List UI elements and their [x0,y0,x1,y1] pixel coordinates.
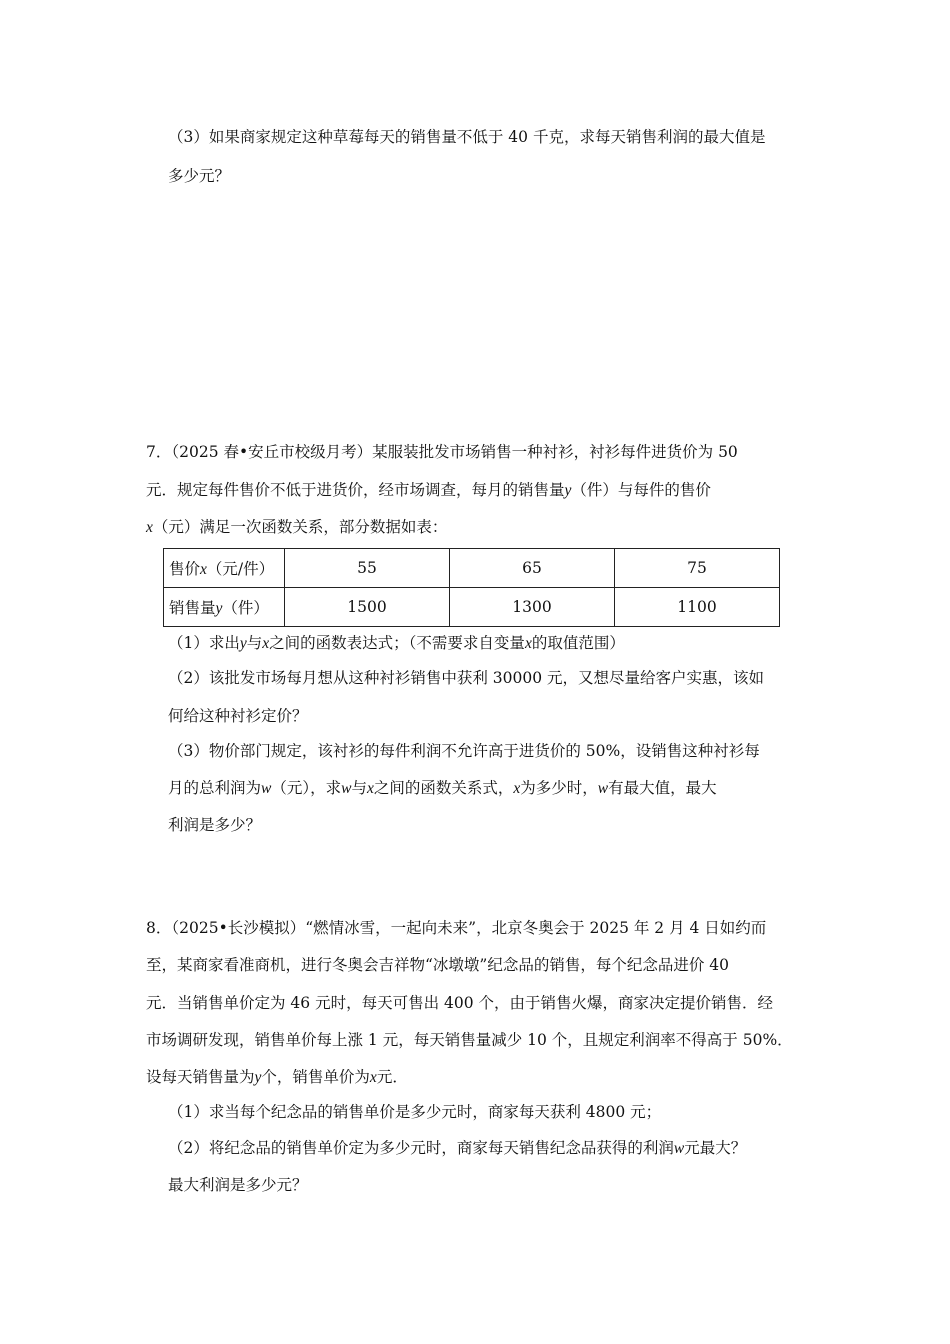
row-header-price: 售价x（元/件） [164,549,285,588]
table-cell: 1500 [285,588,450,627]
q7-line3 [146,517,447,538]
table-row-price [164,549,780,588]
q6-part3-line1: （3）如果商家规定这种草莓每天的销售量不低于 40 千克，求每天销售利润的最大值是 [168,128,766,146]
q8-line4: 市场调研发现，销售单价每上涨 1 元，每天销售量减少 10 个，且规定利润率不得高于 50%． [146,1031,793,1049]
var-x: x [146,519,153,536]
row-header-sales: 销售量y（件） [164,588,285,627]
q8-line1: 8．（2025•长沙模拟）“燃情冰雪，一起向未来”，北京冬奥会于 2025 年 2 月 4 日如约而 [146,919,767,937]
q8-line5: 设每天销售量为y个，销售单价为x元． [146,1068,408,1086]
q7-line2-text-end: （件）与每件的售价 [571,481,711,499]
q7-line2 [146,480,711,501]
q7-line1 [146,442,738,462]
q7-line3-text: （元）满足一次函数关系，部分数据如表： [152,518,448,536]
table-cell: 55 [285,549,450,588]
q7-number: 7． [146,443,172,461]
q8-part2-line2: 最大利润是多少元？ [168,1176,308,1194]
q7-part2-line1: （2）该批发市场每月想从这种衬衫销售中获利 30000 元，又想尽量给客户实惠，该如 [168,669,765,687]
q6-part3-line2: 多少元？ [168,167,231,185]
q7-part2-line2: 何给这种衬衫定价？ [168,707,308,725]
q7-part3-line2: 月的总利润为w（元），求w与x之间的函数关系式，x为多少时，w有最大值，最大 [168,779,717,797]
q7-part3-line3: 利润是多少？ [168,816,262,834]
q8-line3: 元．当销售单价定为 46 元时，每天可售出 400 个，由于销售火爆，商家决定提价销售．经 [146,994,774,1012]
var-y: y [564,482,572,499]
q8-part1: （1）求当每个纪念品的销售单价是多少元时，商家每天获利 4800 元； [168,1103,662,1121]
q8-part2-line1: （2）将纪念品的销售单价定为多少元时，商家每天销售纪念品获得的利润w元最大？ [168,1139,747,1157]
q7-source-text: （2025 春•安丘市校级月考）某服装批发市场销售一种衬衫，衬衫每件进货价为 50 [171,443,738,461]
q7-part3-line1: （3）物价部门规定，该衬衫的每件利润不允许高于进货价的 50%，设销售这种衬衫每 [168,742,760,760]
q8-number: 8． [146,919,172,937]
q7-line2-text: 元．规定每件售价不低于进货价，经市场调查，每月的销售量 [146,481,565,499]
table-cell: 1300 [450,588,615,627]
q8-line2: 至，某商家看准商机，进行冬奥会吉祥物“冰墩墩”纪念品的销售，每个纪念品进价 40 [146,956,730,974]
table-cell: 1100 [615,588,780,627]
table-cell: 65 [450,549,615,588]
table-row-sales [164,588,780,627]
price-sales-table [163,548,780,627]
q7-part1: （1）求出y与x之间的函数表达式；（不需要求自变量x的取值范围） [168,634,625,652]
table-cell: 75 [615,549,780,588]
